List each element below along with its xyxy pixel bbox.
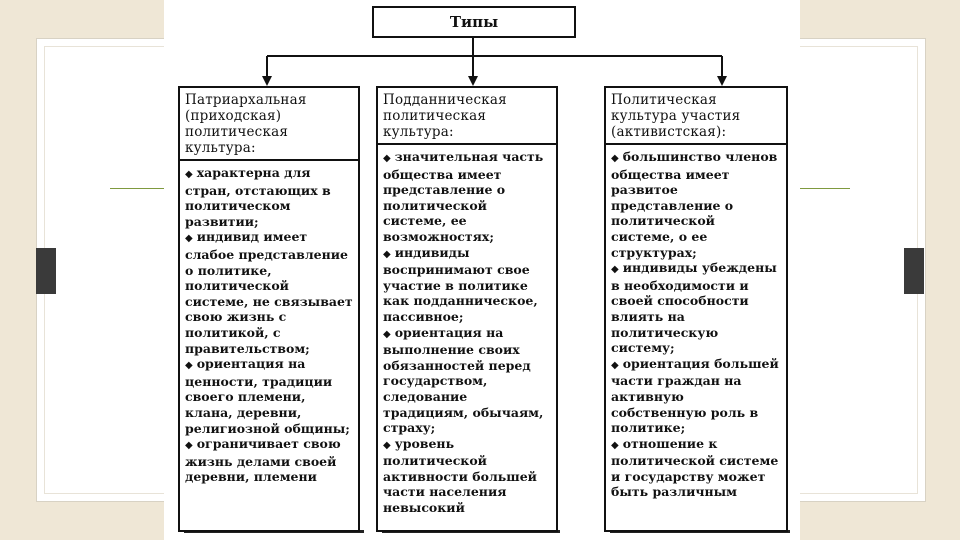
list-item: ◆ ориентация на выполнение своих обязанностей перед государством, следование традициям, обычаям, страху; <box>383 324 544 436</box>
arrow-down-icon <box>468 76 478 86</box>
list-item: ◆ ориентация на ценности, традиции своего племени, клана, деревни, религиозной общины; <box>185 356 350 436</box>
diamond-bullet-icon: ◆ <box>383 439 391 451</box>
diamond-bullet-icon: ◆ <box>185 360 193 372</box>
politcal-culture-types-figure <box>164 0 800 540</box>
list-item: ◆ ограничивает свою жизнь делами своей деревни, племени <box>185 436 341 485</box>
diagram-title: Типы <box>372 6 576 38</box>
diamond-bullet-icon: ◆ <box>383 153 391 164</box>
list-item: ◆ индивиды убеждены в необходимости и своей способности влиять на политическую систему; <box>611 260 777 356</box>
arrow-down-icon <box>262 76 272 86</box>
list-item: ◆ отношение к политической системе и государству может быть различным <box>611 435 779 500</box>
list-item: ◆ индивид имеет слабое представление о политике, политической системе, не связывает свою жизнь с политикой, с правительством; <box>185 229 353 356</box>
list-item: ◆ большинство членов общества имеет развитое представление о политической системе, о ее структурах; <box>611 149 778 260</box>
column-heading: Политическая культура участия (активистская): <box>606 88 786 145</box>
diamond-bullet-icon: ◆ <box>185 169 193 180</box>
diamond-bullet-icon: ◆ <box>611 359 619 371</box>
list-item: ◆ индивиды воспринимают свое участие в политике как подданническое, пассивное; <box>383 244 538 324</box>
diamond-bullet-icon: ◆ <box>185 440 193 452</box>
diamond-bullet-icon: ◆ <box>611 264 619 276</box>
diamond-bullet-icon: ◆ <box>611 439 619 451</box>
list-item: ◆ ориентация большей части граждан на активную собственную роль в политике; <box>611 355 779 436</box>
list-item: ◆ характерна для стран, отстающих в политическом развитии; <box>185 165 331 229</box>
column-participant <box>604 86 788 532</box>
diamond-bullet-icon: ◆ <box>611 153 619 164</box>
column-heading: Патриархальная (приходская) политическая культура: <box>180 88 358 161</box>
diamond-bullet-icon: ◆ <box>383 248 391 260</box>
arrow-down-icon <box>717 76 727 86</box>
side-tab-right <box>904 248 924 294</box>
list-item: ◆ уровень политической активности большей части населения невысокий <box>383 435 537 516</box>
diamond-bullet-icon: ◆ <box>185 233 193 245</box>
column-heading: Подданническая политическая культура: <box>378 88 556 145</box>
accent-line-right <box>800 188 850 189</box>
diamond-bullet-icon: ◆ <box>383 328 391 340</box>
side-tab-left <box>36 248 56 294</box>
list-item: ◆ значительная часть общества имеет представление о политической системе, ее возможностях; <box>383 149 544 244</box>
column-patriarchal <box>178 86 360 532</box>
column-subject <box>376 86 558 532</box>
accent-line-left <box>110 188 168 189</box>
